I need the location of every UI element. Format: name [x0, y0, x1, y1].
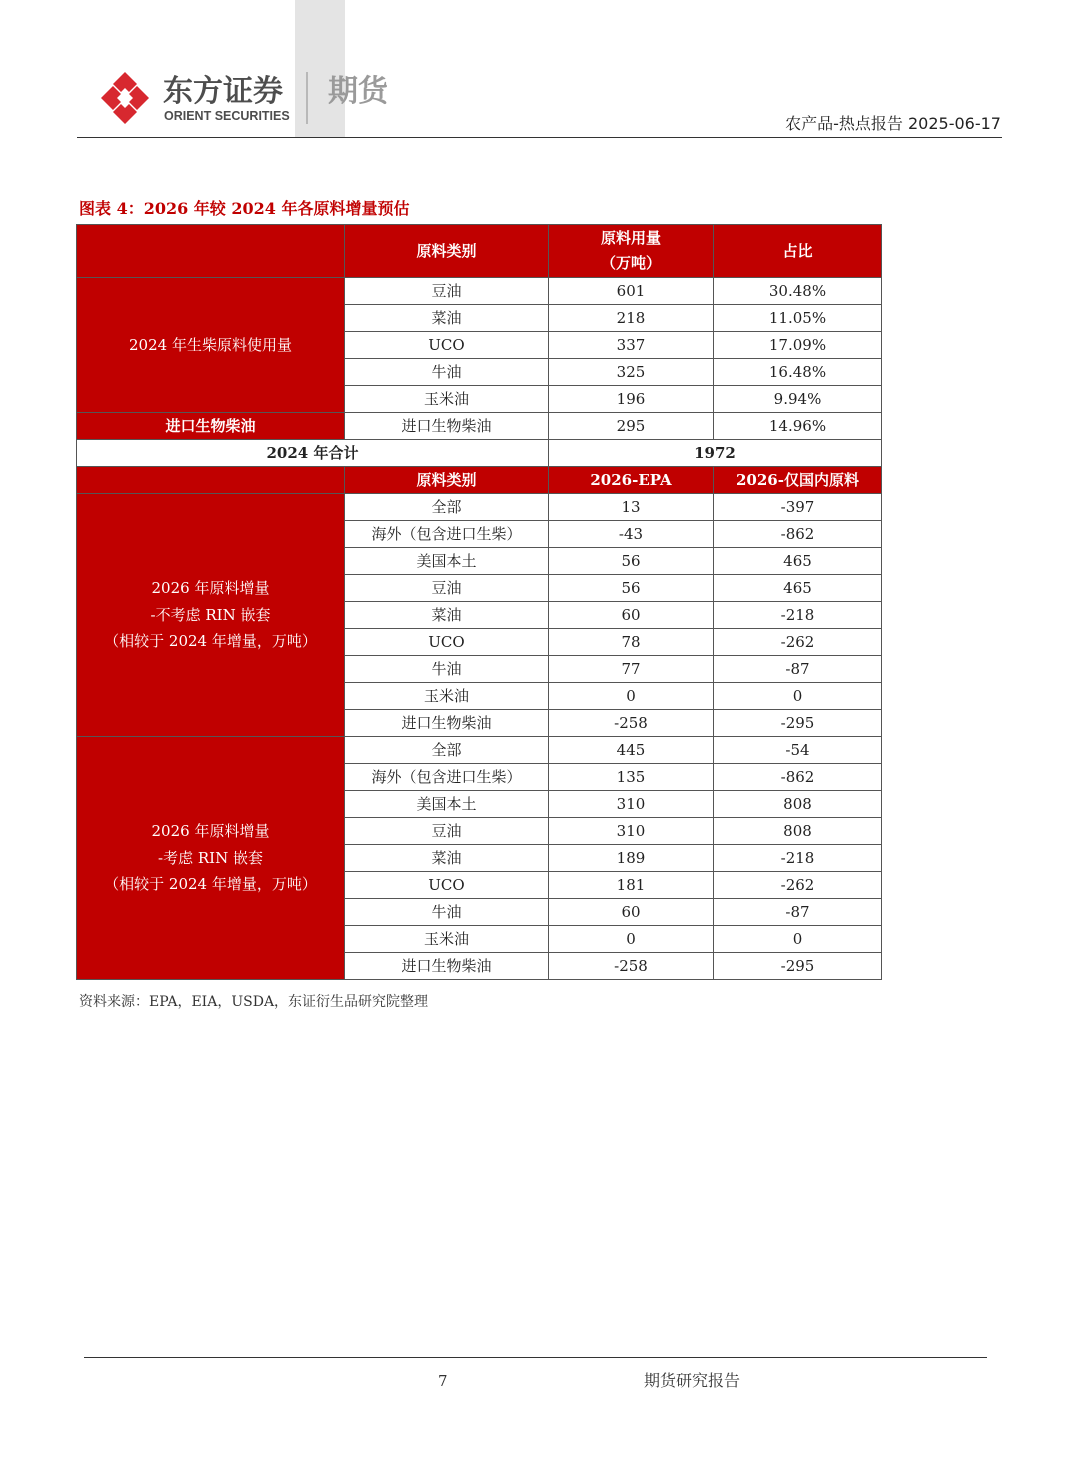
table-row	[77, 413, 882, 440]
table-cell: 美国本土	[345, 548, 549, 575]
table-cell: 60	[549, 602, 714, 629]
table-cell: 11.05%	[714, 305, 882, 332]
total-row	[77, 440, 882, 467]
table-cell: -295	[714, 710, 882, 737]
header-gray-strip	[295, 0, 345, 137]
table-cell: UCO	[345, 332, 549, 359]
group-label: 进口生物柴油	[77, 413, 345, 440]
table-cell: -43	[549, 521, 714, 548]
table-cell: 56	[549, 575, 714, 602]
table-cell: 78	[549, 629, 714, 656]
table-cell: 0	[714, 926, 882, 953]
table-row	[77, 278, 882, 305]
figure-title: 图表 4：2026 年较 2024 年各原料增量预估	[79, 199, 410, 218]
table-cell: 181	[549, 872, 714, 899]
brand-divider	[306, 72, 308, 124]
table-cell: 310	[549, 791, 714, 818]
table-header-row	[77, 467, 882, 494]
table-row	[77, 494, 882, 521]
table-cell: -87	[714, 656, 882, 683]
table-cell: 189	[549, 845, 714, 872]
table-cell: 135	[549, 764, 714, 791]
column-header: 原料类别	[345, 225, 549, 278]
table-cell: 17.09%	[714, 332, 882, 359]
table-cell: -397	[714, 494, 882, 521]
total-value: 1972	[549, 440, 882, 467]
brand-name-cn: 东方证券	[163, 74, 283, 109]
table-cell: 13	[549, 494, 714, 521]
column-header: 原料类别	[345, 467, 549, 494]
table-cell: 进口生物柴油	[345, 953, 549, 980]
table-cell: 菜油	[345, 845, 549, 872]
table-cell: 465	[714, 575, 882, 602]
table-cell: 14.96%	[714, 413, 882, 440]
footer-divider	[84, 1357, 987, 1358]
table-cell: 16.48%	[714, 359, 882, 386]
orient-securities-logo-icon	[99, 70, 151, 126]
table-cell: 295	[549, 413, 714, 440]
table-cell: 菜油	[345, 305, 549, 332]
group-label: 2024 年生柴原料使用量	[77, 278, 345, 413]
page-number: 7	[438, 1372, 448, 1390]
column-header: 占比	[714, 225, 882, 278]
figure-source: 资料来源：EPA，EIA，USDA，东证衍生品研究院整理	[79, 994, 429, 1010]
table-cell: 菜油	[345, 602, 549, 629]
table-cell: -258	[549, 710, 714, 737]
table-cell: 218	[549, 305, 714, 332]
table-cell: 进口生物柴油	[345, 710, 549, 737]
table-cell: -87	[714, 899, 882, 926]
table-cell: -218	[714, 602, 882, 629]
table-cell: 60	[549, 899, 714, 926]
table-cell: 美国本土	[345, 791, 549, 818]
table-cell: 337	[549, 332, 714, 359]
table-cell: 601	[549, 278, 714, 305]
table-cell: 0	[549, 926, 714, 953]
table-cell: 445	[549, 737, 714, 764]
feedstock-table-body	[77, 225, 882, 980]
table-cell: 310	[549, 818, 714, 845]
table-cell: 9.94%	[714, 386, 882, 413]
table-cell: -862	[714, 764, 882, 791]
table-cell: 海外（包含进口生柴）	[345, 764, 549, 791]
table-row	[77, 737, 882, 764]
table-cell: 玉米油	[345, 926, 549, 953]
table-cell: 全部	[345, 737, 549, 764]
table-cell: 0	[549, 683, 714, 710]
table-cell: -262	[714, 872, 882, 899]
table-cell: 进口生物柴油	[345, 413, 549, 440]
table-cell: 56	[549, 548, 714, 575]
table-cell: 196	[549, 386, 714, 413]
table-cell: 牛油	[345, 899, 549, 926]
table-header-row	[77, 225, 882, 278]
feedstock-table	[76, 224, 882, 980]
table-cell: -218	[714, 845, 882, 872]
table-cell: 0	[714, 683, 882, 710]
header-blank-cell	[77, 225, 345, 278]
table-cell: 玉米油	[345, 683, 549, 710]
total-label: 2024 年合计	[77, 440, 549, 467]
table-cell: UCO	[345, 629, 549, 656]
table-cell: 77	[549, 656, 714, 683]
table-cell: -54	[714, 737, 882, 764]
table-cell: 牛油	[345, 656, 549, 683]
table-cell: 牛油	[345, 359, 549, 386]
group-label: 2026 年原料增量 -考虑 RIN 嵌套 （相较于 2024 年增量，万吨）	[77, 737, 345, 980]
table-cell: 豆油	[345, 278, 549, 305]
column-header: 2026-EPA	[549, 467, 714, 494]
footer-label: 期货研究报告	[644, 1371, 741, 1390]
header-blank-cell	[77, 467, 345, 494]
brand-futures-label: 期货	[328, 74, 388, 109]
table-cell: -862	[714, 521, 882, 548]
column-header: 2026-仅国内原料	[714, 467, 882, 494]
table-cell: 玉米油	[345, 386, 549, 413]
table-cell: 808	[714, 791, 882, 818]
table-cell: 豆油	[345, 818, 549, 845]
table-cell: 325	[549, 359, 714, 386]
table-cell: UCO	[345, 872, 549, 899]
header-divider	[77, 137, 1002, 138]
report-meta: 农产品-热点报告 2025-06-17	[785, 114, 1001, 133]
column-header: 原料用量 （万吨）	[549, 225, 714, 278]
table-cell: 808	[714, 818, 882, 845]
table-cell: 全部	[345, 494, 549, 521]
table-cell: -262	[714, 629, 882, 656]
table-cell: -258	[549, 953, 714, 980]
brand-name-en: ORIENT SECURITIES	[164, 109, 290, 123]
table-cell: 海外（包含进口生柴）	[345, 521, 549, 548]
group-label: 2026 年原料增量 -不考虑 RIN 嵌套 （相较于 2024 年增量，万吨）	[77, 494, 345, 737]
table-cell: 465	[714, 548, 882, 575]
table-cell: 豆油	[345, 575, 549, 602]
table-cell: -295	[714, 953, 882, 980]
table-cell: 30.48%	[714, 278, 882, 305]
